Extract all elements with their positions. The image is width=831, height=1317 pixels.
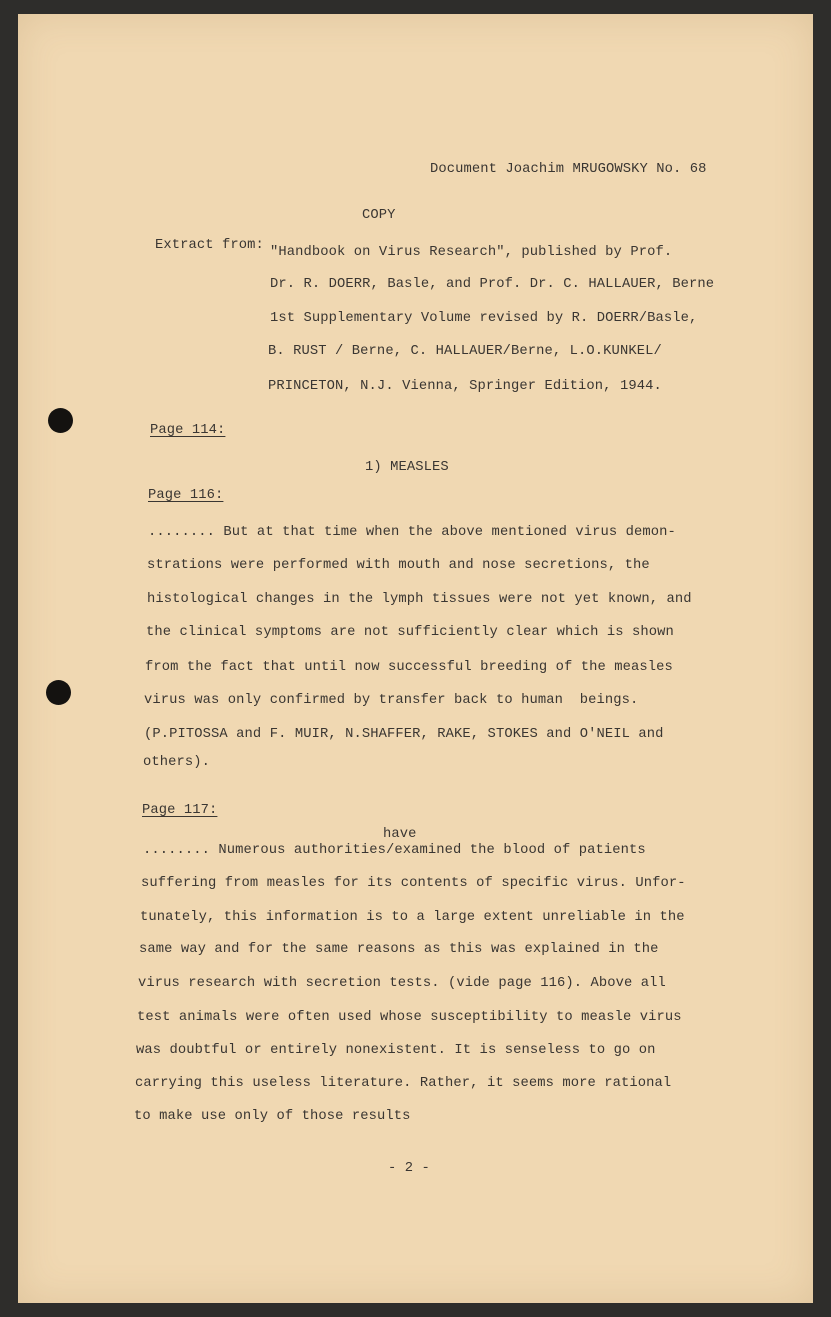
text-line: virus was only confirmed by transfer back to human beings. [144,693,639,708]
extract-line: 1st Supplementary Volume revised by R. DOERR/Basle, [270,311,698,326]
text-line: the clinical symptoms are not sufficiently clear which is shown [146,625,674,640]
text-line: suffering from measles for its contents of specific virus. Unfor- [141,876,686,891]
text-line: from the fact that until now successful breeding of the measles [145,660,673,675]
extract-label: Extract from: [155,238,264,253]
page-116-label: Page 116: [148,488,224,503]
text-line: tunately, this information is to a large extent unreliable in the [140,910,685,925]
extract-line: B. RUST / Berne, C. HALLAUER/Berne, L.O.KUNKEL/ [268,344,662,359]
text-line: histological changes in the lymph tissues were not yet known, and [147,592,692,607]
punch-hole [46,680,71,705]
extract-line: PRINCETON, N.J. Vienna, Springer Edition, 1944. [268,379,662,394]
text-line: ........ Numerous authorities/examined the blood of patients [143,843,646,858]
document-reference: Document Joachim MRUGOWSKY No. 68 [430,162,707,177]
text-line: (P.PITOSSA and F. MUIR, N.SHAFFER, RAKE, STOKES and O'NEIL and [144,727,664,742]
page-117-label: Page 117: [142,803,218,818]
text-line: virus research with secretion tests. (vide page 116). Above all [138,976,666,991]
handwritten-insertion: have [383,827,417,842]
text-line: same way and for the same reasons as this was explained in the [139,942,659,957]
text-line: carrying this useless literature. Rather, it seems more rational [135,1076,672,1091]
text-line: ........ But at that time when the above mentioned virus demon- [148,525,676,540]
text-line: test animals were often used whose susceptibility to measle virus [137,1010,682,1025]
text-line: strations were performed with mouth and nose secretions, the [147,558,650,573]
text-line: others). [143,755,211,770]
punch-hole [48,408,73,433]
text-line: was doubtful or entirely nonexistent. It is senseless to go on [136,1043,656,1058]
section-heading: 1) MEASLES [365,460,449,475]
extract-line: "Handbook on Virus Research", published by Prof. [270,245,673,260]
page-114-label: Page 114: [150,423,226,438]
extract-line: Dr. R. DOERR, Basle, and Prof. Dr. C. HALLAUER, Berne [270,277,715,292]
page-number: - 2 - [388,1161,430,1176]
text-line: to make use only of those results [134,1109,411,1124]
copy-label: COPY [362,208,396,223]
